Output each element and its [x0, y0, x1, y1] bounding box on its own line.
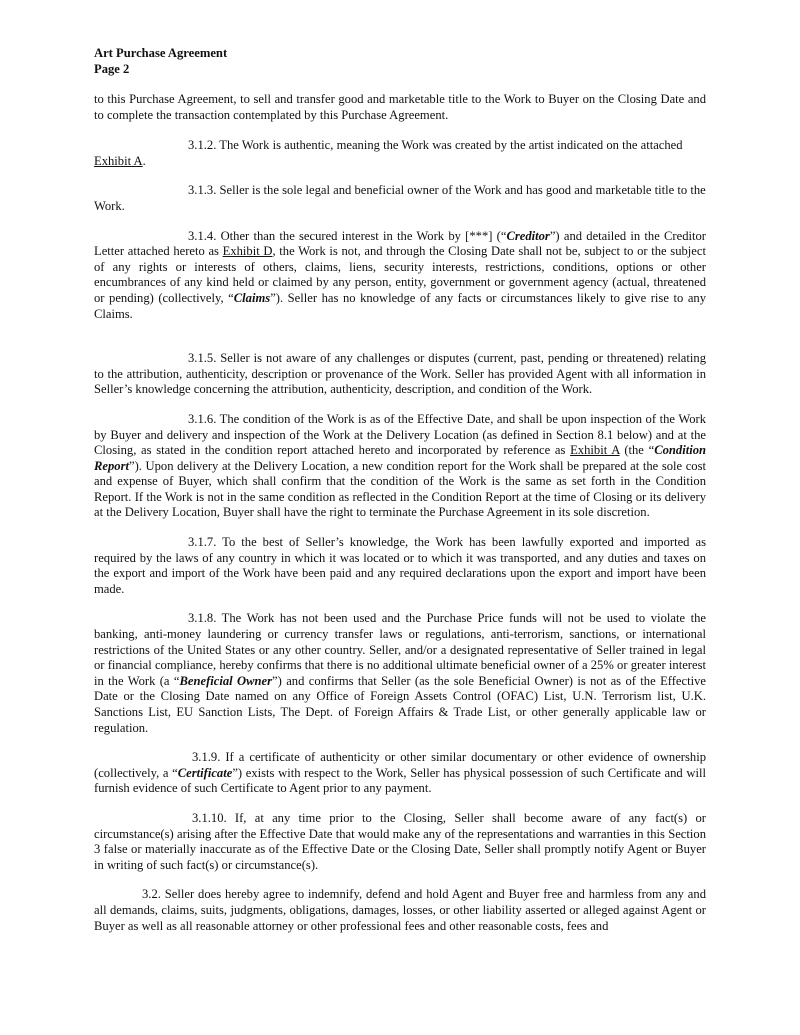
- paragraph-3-1-10: 3.1.10. If, at any time prior to the Closing, Seller shall become aware of any fact(s) or circumstance(s) arising after the Effective Date that would make any of the representations and warranties in this Section 3 false or materially inaccurate as of the Effective Date or the Closing Date, Seller shall promptly notify Agent or Buyer in writing of such fact(s) or circumstance(s).: [94, 810, 706, 872]
- paragraph-3-1-9: [94, 750, 706, 797]
- paragraph-3-1-8-part-a: 3.1.8. The Work has not been used and the Purchase Price funds will not be used to violate the banking, anti-money laundering or currency transfer laws or regulations, anti-terrorism, sanctions, or international restrictions of the United States or any other country. Seller, and/or a designated representative of Seller trained in legal or financial compliance, hereby confirms that there is no additional ultimate beneficial owner of a 25% or greater interest in the Work (a “: [94, 611, 706, 688]
- paragraph-3-1-8-part-b: ”) and confirms that Seller (as the sole Beneficial Owner) is not as of the Effective Date or the Closing Date named on any Office of Foreign Assets Control (OFAC) List, U.N. Terrorism list, U.K. Sanctions List, EU Sanction Lists, The Dept. of Foreign Affairs & Trade List, or other generally applicable law or regulation.: [94, 673, 706, 735]
- paragraph-3-1-6-part-b: (the “: [619, 443, 655, 458]
- paragraph-3-1-2-text: 3.1.2. The Work is authentic, meaning the Work was created by the artist indicated on the attached: [188, 138, 683, 153]
- paragraph-3-1-4: [94, 229, 706, 323]
- term-certificate: Certificate: [177, 765, 233, 780]
- document-title: Art Purchase Agreement: [94, 46, 228, 60]
- paragraph-3-1-2-end: .: [142, 153, 146, 168]
- paragraph-3-1-7: 3.1.7. To the best of Seller’s knowledge, the Work has been lawfully exported and imported as required by the laws of any country in which it was located or to which it was transported, and any duties and taxes on the export and import of the Work have been paid and any required declarations upon the export and import have been made.: [94, 535, 706, 596]
- paragraph-3-1-9-part-b: ”) exists with respect to the Work, Seller has physical possession of such Certificate and will furnish evidence of such Certificate to Agent prior to any payment.: [94, 765, 706, 796]
- paragraph-3-1-4-part-d: ”). Seller has no knowledge of any facts or circumstances likely to give rise to any Claims.: [94, 290, 707, 321]
- page-number: Page 2: [94, 61, 130, 76]
- paragraph-3-1-4-part-b: ”) and detailed in the Creditor Letter attached hereto as: [94, 228, 706, 259]
- term-beneficial-owner: Beneficial Owner: [179, 673, 273, 688]
- paragraph-3-1-9-part-a: 3.1.9. If a certificate of authenticity or other similar documentary or other evidence of ownership (collectively, a “: [94, 750, 706, 780]
- paragraph-3-1-4-part-c: , the Work is not, and through the Closing Date shall not be, subject to or the subject of any rights or interests of others, claims, liens, security interests, restrictions, conditions, options or other encumbrances of any kind held or claimed by any person, entity, government or government agency (actual, threatened or pending) (collectively, “: [94, 244, 706, 305]
- paragraph-3-2: 3.2. Seller does hereby agree to indemnify, defend and hold Agent and Buyer free and harmless from any and all demands, claims, suits, judgments, obligations, damages, losses, or other liability asserted or alleged against Agent or Buyer as well as all reasonable attorney or other professional fees and other reasonable costs, fees and: [94, 887, 706, 933]
- exhibit-d-link: Exhibit D: [222, 244, 273, 259]
- paragraph-3-1-3: 3.1.3. Seller is the sole legal and beneficial owner of the Work and has good and marketable title to the Work.: [94, 183, 706, 213]
- term-claims: Claims: [233, 290, 271, 305]
- paragraph-intro: to this Purchase Agreement, to sell and transfer good and marketable title to the Work to Buyer on the Closing Date and to complete the transaction contemplated by this Purchase Agreement.: [94, 92, 706, 122]
- paragraph-3-1-6: [94, 412, 706, 521]
- paragraph-3-1-6-part-a: 3.1.6. The condition of the Work is as of the Effective Date, and shall be upon inspection of the Work by Buyer and delivery and inspection of the Work at the Delivery Location (as defined in Section 8.1 below) and at the Closing, as stated in the condition report attached hereto and incorporated by reference as: [94, 411, 706, 458]
- exhibit-a-link: Exhibit A: [94, 153, 143, 168]
- term-condition-report: Condition Report: [94, 443, 706, 473]
- paragraph-3-1-5: 3.1.5. Seller is not aware of any challenges or disputes (current, past, pending or threatened) relating to the attribution, authenticity, description or provenance of the Work. Seller has provided Agent with all information in Seller’s knowledge concerning the attribution, authenticity, description, and condition of the Work.: [94, 351, 706, 397]
- paragraph-3-1-8: [94, 611, 706, 736]
- paragraph-3-1-6-part-c: ”). Upon delivery at the Delivery Location, a new condition report for the Work shall be prepared at the sole cost and expense of Buyer, which shall confirm that the condition of the Work is the same as set forth in the Condition Report. If the Work is not in the same condition as reflected in the Condition Report at the time of Closing or its delivery at the Delivery Location, Buyer shall have the right to terminate the Purchase Agreement in its sole discretion.: [94, 458, 706, 520]
- paragraph-3-1-2: [94, 138, 706, 169]
- exhibit-a-link-2: Exhibit A: [570, 443, 620, 458]
- paragraph-3-1-4-part-a: 3.1.4. Other than the secured interest in the Work by [***] (“: [188, 228, 507, 243]
- term-creditor: Creditor: [506, 228, 550, 243]
